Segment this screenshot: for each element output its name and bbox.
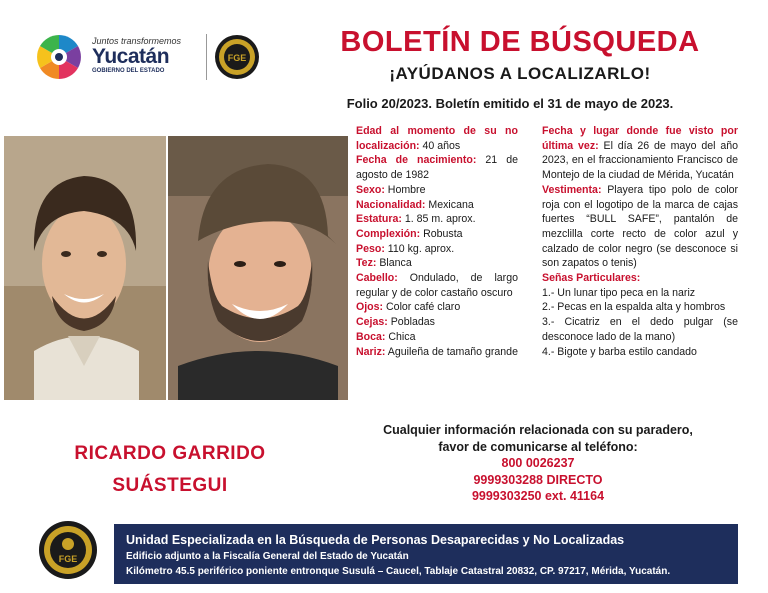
detail-entry bbox=[356, 330, 518, 345]
folio-line: Folio 20/2023. Boletín emitido el 31 de mayo de 2023. bbox=[346, 96, 674, 111]
footer-address: Kilómetro 45.5 periférico poniente entronque Susulá – Caucel, Tablaje Catastral 20832, CP. 97217, Mérida, Yucatán. bbox=[126, 566, 671, 577]
fge-seal-text: FGE bbox=[227, 53, 247, 63]
logo-divider bbox=[206, 34, 207, 80]
logo-tagline: Juntos transformemos bbox=[92, 36, 182, 46]
detail-entry bbox=[356, 345, 518, 360]
detail-value: Blanca bbox=[376, 257, 412, 270]
detail-value: Robusta bbox=[420, 227, 463, 240]
footer-bar bbox=[114, 524, 738, 584]
person-name bbox=[40, 438, 300, 502]
detail-label: Fecha de nacimiento: bbox=[356, 154, 477, 167]
last-seen-entry bbox=[542, 124, 738, 183]
detail-label: Tez: bbox=[356, 257, 377, 270]
phone-number[interactable]: 9999303288 DIRECTO bbox=[473, 472, 603, 487]
yucatan-flower-icon bbox=[34, 32, 84, 82]
fge-seal-large-text: FGE bbox=[58, 554, 78, 564]
detail-label: Complexión: bbox=[356, 227, 421, 240]
brand-text bbox=[92, 36, 202, 74]
footer-building: Edificio adjunto a la Fiscalía General del Estado de Yucatán bbox=[126, 551, 409, 562]
detail-label: Edad al momento de su no localización: bbox=[356, 125, 518, 152]
logo-gov: GOBIERNO DEL ESTADO bbox=[92, 68, 165, 74]
mark-item: 3.- Cicatriz en el dedo pulgar (se desconoce lado de la mano) bbox=[542, 316, 738, 343]
detail-entry bbox=[356, 153, 518, 182]
detail-label: Sexo: bbox=[356, 183, 385, 196]
detail-label: Peso: bbox=[356, 242, 385, 255]
detail-value: Mexicana bbox=[425, 198, 474, 211]
clothing-label: Vestimenta: bbox=[542, 183, 602, 196]
person-photo-2 bbox=[168, 136, 348, 400]
detail-entry bbox=[356, 271, 518, 300]
detail-value: 110 kg. aprox. bbox=[384, 242, 455, 255]
detail-value: 21 de agosto de 1982 bbox=[356, 154, 518, 182]
marks-label: Señas Particulares: bbox=[542, 272, 641, 285]
page-subtitle: ¡AYÚDANOS A LOCALIZARLO! bbox=[389, 64, 651, 83]
contact-block bbox=[344, 422, 732, 505]
detail-value: Ondulado, de largo regular y de color castaño oscuro bbox=[356, 272, 518, 299]
detail-label: Ojos: bbox=[356, 301, 384, 314]
detail-entry bbox=[356, 124, 518, 153]
page-title: BOLETÍN DE BÚSQUEDA bbox=[340, 26, 700, 58]
details-right-column bbox=[542, 124, 738, 359]
person-name-line2: SUÁSTEGUI bbox=[112, 475, 228, 496]
details-left-column bbox=[356, 124, 518, 359]
last-seen-value: El día 26 de mayo del año 2023, en el fraccionamiento Francisco de Montejo de la ciudad de Mérida, Yucatán bbox=[542, 139, 738, 182]
detail-entry bbox=[356, 183, 518, 198]
fge-seal-icon bbox=[214, 34, 260, 80]
yucatan-logo bbox=[34, 32, 264, 86]
detail-label: Nariz: bbox=[356, 345, 386, 358]
person-name-line1: RICARDO GARRIDO bbox=[74, 443, 266, 464]
detail-entry bbox=[356, 242, 518, 257]
detail-value: 1. 85 m. aprox. bbox=[401, 213, 476, 226]
clothing-entry bbox=[542, 183, 738, 271]
phone-number[interactable]: 9999303250 ext. 41164 bbox=[471, 489, 605, 504]
detail-value: Chica bbox=[385, 330, 416, 343]
contact-line2: favor de comunicarse al teléfono: bbox=[438, 439, 638, 454]
mark-item: 2.- Pecas en la espalda alta y hombros bbox=[542, 301, 726, 314]
footer-unit: Unidad Especializada en la Búsqueda de Personas Desaparecidas y No Localizadas bbox=[126, 533, 625, 547]
detail-label: Nacionalidad: bbox=[356, 198, 426, 211]
detail-entry bbox=[356, 227, 518, 242]
detail-value: 40 años bbox=[419, 139, 461, 152]
last-seen-label: Fecha y lugar donde fue visto por última vez: bbox=[542, 125, 738, 152]
detail-entry bbox=[356, 256, 518, 271]
detail-entry bbox=[356, 212, 518, 227]
clothing-value: Playera tipo polo de color roja con el logotipo de la marca de cajas fuertes “BULL SAFE”, pantalón de mezclilla corte recto de color azul y calzado de color negro (se desconoce si son zapatos o tenis) bbox=[542, 183, 738, 270]
detail-value: Hombre bbox=[384, 183, 426, 196]
detail-entry bbox=[356, 300, 518, 315]
mark-item: 4.- Bigote y barba estilo candado bbox=[542, 345, 697, 358]
person-photo-1 bbox=[4, 136, 166, 400]
detail-label: Boca: bbox=[356, 330, 386, 343]
detail-label: Cejas: bbox=[356, 316, 388, 329]
detail-value: Aguileña de tamaño grande bbox=[385, 345, 518, 358]
mark-item: 1.- Un lunar tipo peca en la nariz bbox=[542, 286, 696, 299]
fge-seal-large-icon bbox=[38, 520, 98, 580]
phone-number[interactable]: 800 0026237 bbox=[501, 456, 575, 471]
detail-label: Estatura: bbox=[356, 213, 402, 226]
detail-entry bbox=[356, 198, 518, 213]
detail-entry bbox=[356, 315, 518, 330]
detail-label: Cabello: bbox=[356, 272, 398, 285]
contact-line1: Cualquier información relacionada con su paradero, bbox=[383, 423, 693, 437]
logo-name: Yucatán bbox=[92, 45, 170, 68]
detail-value: Pobladas bbox=[387, 316, 435, 329]
detail-value: Color café claro bbox=[383, 301, 461, 314]
